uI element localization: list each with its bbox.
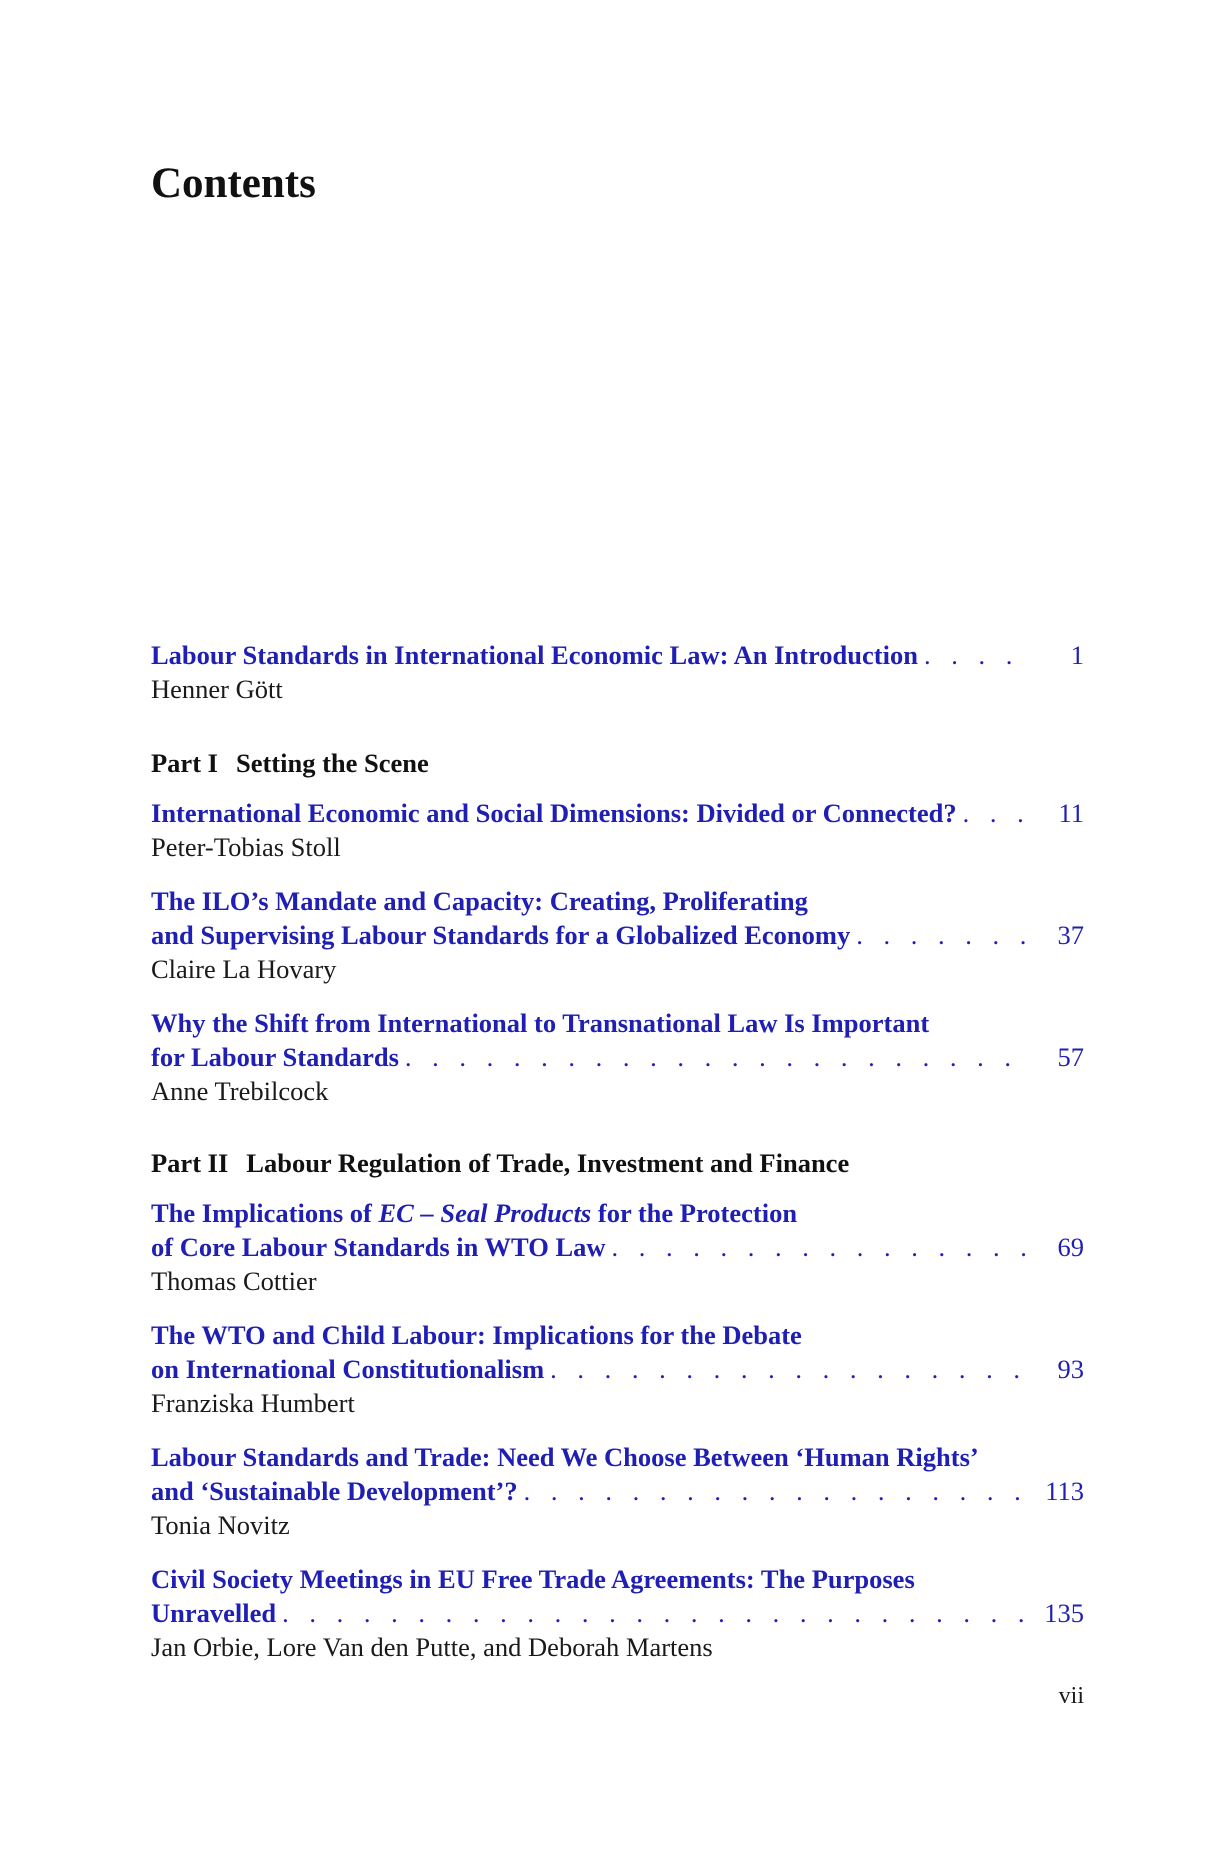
toc-entry — [151, 1562, 1084, 1664]
part-label: Part I — [151, 748, 218, 778]
toc-title-line — [151, 1596, 1084, 1630]
dot-leader — [612, 1230, 1026, 1264]
toc-entry-title-link[interactable]: The WTO and Child Labour: Implications for the Debate — [151, 1320, 802, 1350]
toc-entry-title-link[interactable]: Why the Shift from International to Transnational Law Is Important — [151, 1008, 930, 1038]
chapter-author: Jan Orbie, Lore Van den Putte, and Deborah Martens — [151, 1632, 713, 1662]
dot-leader — [924, 638, 1026, 672]
toc-title-line — [151, 1196, 1084, 1230]
toc-title-line — [151, 1474, 1084, 1508]
toc-title-line — [151, 638, 1084, 672]
toc-title-line — [151, 1040, 1084, 1074]
toc-title-line — [151, 796, 1084, 830]
toc-title-line — [151, 1352, 1084, 1386]
toc-entry-introduction — [151, 638, 1084, 706]
toc-entry-title-link[interactable]: of Core Labour Standards in WTO Law — [151, 1232, 606, 1262]
toc-entry-title-link[interactable]: and Supervising Labour Standards for a Globalized Economy — [151, 920, 851, 950]
toc-entry — [151, 884, 1084, 986]
toc-entry-title-link[interactable]: Labour Standards in International Economic Law: An Introduction — [151, 640, 918, 670]
chapter-author: Anne Trebilcock — [151, 1076, 329, 1106]
dot-leader — [524, 1474, 1026, 1508]
page-number-link[interactable]: 93 — [1057, 1354, 1084, 1384]
part-title: Setting the Scene — [235, 748, 429, 778]
page-number-link[interactable]: 37 — [1057, 920, 1084, 950]
page-number-link[interactable]: 57 — [1057, 1042, 1084, 1072]
toc-entry-title-link[interactable]: for Labour Standards — [151, 1042, 399, 1072]
chapter-author: Tonia Novitz — [151, 1510, 290, 1540]
toc-entry-title-link[interactable]: Unravelled — [151, 1598, 277, 1628]
dot-leader — [282, 1596, 1026, 1630]
dot-leader — [405, 1040, 1026, 1074]
title-segment: for the Protection — [591, 1198, 798, 1228]
toc-entry — [151, 1318, 1084, 1420]
part-heading-2 — [151, 1146, 1084, 1180]
page-title: Contents — [151, 160, 316, 207]
toc-entry — [151, 796, 1084, 864]
toc-title-line — [151, 1440, 1084, 1474]
page-number-link[interactable]: 69 — [1057, 1232, 1084, 1262]
toc-entry-title-link[interactable]: Labour Standards and Trade: Need We Choose Between ‘Human Rights’ — [151, 1442, 979, 1472]
dot-leader — [963, 796, 1026, 830]
toc-title-line — [151, 1562, 1084, 1596]
title-segment: The Implications of — [151, 1198, 379, 1228]
toc-entry-title-link[interactable]: on International Constitutionalism — [151, 1354, 545, 1384]
toc-entry-title-link[interactable]: International Economic and Social Dimensions: Divided or Connected? — [151, 798, 957, 828]
toc-title-line — [151, 918, 1084, 952]
toc-title-line — [151, 884, 1084, 918]
toc-entry — [151, 1196, 1084, 1298]
table-of-contents — [151, 638, 1084, 1684]
dot-leader — [856, 918, 1026, 952]
toc-title-line — [151, 1318, 1084, 1352]
toc-entry — [151, 1006, 1084, 1108]
chapter-author: Claire La Hovary — [151, 954, 337, 984]
part-title: Labour Regulation of Trade, Investment and Finance — [246, 1148, 850, 1178]
toc-entry-title-link[interactable] — [151, 1196, 797, 1230]
toc-entry-title-link[interactable]: Civil Society Meetings in EU Free Trade Agreements: The Purposes — [151, 1564, 915, 1594]
part-heading-1 — [151, 746, 1084, 780]
part-label: Part II — [151, 1148, 229, 1178]
chapter-author: Peter-Tobias Stoll — [151, 832, 341, 862]
toc-title-line — [151, 1230, 1084, 1264]
page-folio: vii — [1058, 1683, 1084, 1709]
chapter-author: Franziska Humbert — [151, 1388, 355, 1418]
chapter-author: Henner Gött — [151, 674, 283, 704]
chapter-author: Thomas Cottier — [151, 1266, 317, 1296]
toc-title-line — [151, 1006, 1084, 1040]
toc-entry — [151, 1440, 1084, 1542]
toc-entry-title-link[interactable]: The ILO’s Mandate and Capacity: Creating, Proliferating — [151, 886, 808, 916]
toc-entry-title-link[interactable]: and ‘Sustainable Development’? — [151, 1476, 518, 1506]
page-number-link[interactable]: 113 — [1045, 1476, 1084, 1506]
case-name-italic: EC – Seal Products — [378, 1198, 592, 1228]
page-number-link[interactable]: 11 — [1058, 798, 1084, 828]
page-number-link[interactable]: 1 — [1070, 640, 1084, 670]
page-number-link[interactable]: 135 — [1044, 1598, 1084, 1628]
dot-leader — [550, 1352, 1026, 1386]
